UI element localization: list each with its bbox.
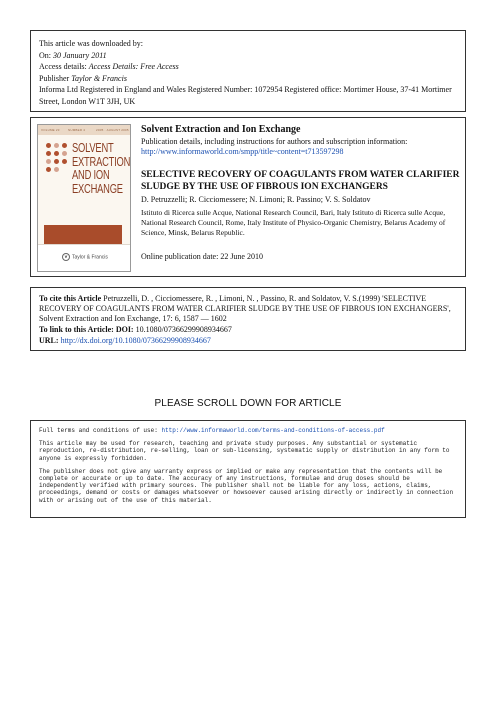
downloaded-by-line: This article was downloaded by: xyxy=(39,39,143,48)
download-date-line: On: 30 January 2011 xyxy=(39,50,107,60)
cover-dot xyxy=(54,159,59,164)
online-publication-date: Online publication date: 22 June 2010 xyxy=(141,252,263,261)
article-url-line: URL: http://dx.doi.org/10.1080/07366299908934667 xyxy=(39,336,211,345)
publisher-line: Publisher Taylor & Francis xyxy=(39,73,127,83)
author-affiliations: Istituto di Ricerca sulle Acque, National Research Council, Bari, Italy Istituto di Ricerca sulle Acque, National Research Council, Rome, Italy Institute of Physico-Organic Chemistry, Belarus Academy of Science, Minsk, Belarus Republic. xyxy=(141,208,446,237)
cover-dot xyxy=(46,159,51,164)
link-to-article: To link to this Article: DOI: 10.1080/07366299908934667 xyxy=(39,325,232,334)
taylor-francis-logo: ❦ Taylor & Francis xyxy=(62,253,108,261)
cover-dot xyxy=(46,143,51,148)
citation-box xyxy=(30,287,466,351)
article-authors: D. Petruzzelli; R. Cicciomessere; N. Limoni; R. Passino; V. S. Soldatov xyxy=(141,195,371,204)
publication-details-text: Publication details, including instructions for authors and subscription information: xyxy=(141,137,408,146)
cover-dot xyxy=(62,143,67,148)
journal-cover-image xyxy=(37,124,131,272)
doi-url-link[interactable]: http://dx.doi.org/10.1080/07366299908934667 xyxy=(60,336,211,345)
article-title: SELECTIVE RECOVERY OF COAGULANTS FROM WATER CLARIFIER SLUDGE BY THE USE OF FIBROUS ION EXCHANGERS xyxy=(141,170,460,192)
access-details-line: Access details: Access Details: Free Access xyxy=(39,62,179,71)
publisher-logo-icon: ❦ xyxy=(62,253,70,261)
cover-dot xyxy=(54,143,59,148)
cover-color-block xyxy=(44,225,122,245)
cover-dot xyxy=(62,151,67,156)
terms-url-link[interactable]: http://www.informaworld.com/terms-and-conditions-of-access.pdf xyxy=(161,427,385,434)
terms-paragraph-usage: This article may be used for research, teaching and private study purposes. Any substantial or systematic reproduction, re-distribution, re-selling, loan or sub-licensing, systematic supply or distribution in any form to anyone is expressly forbidden. xyxy=(39,440,450,462)
cover-dot xyxy=(54,167,59,172)
scroll-down-notice: PLEASE SCROLL DOWN FOR ARTICLE xyxy=(154,398,342,409)
registration-line: Informa Ltd Registered in England and Wales Registered Number: 1072954 Registered office: Mortimer House, 37-41 Mortimer Street, London W1T 3JH, UK xyxy=(39,85,452,106)
journal-details xyxy=(141,125,461,262)
cover-dot xyxy=(54,151,59,156)
terms-box xyxy=(30,420,466,518)
terms-paragraph-warranty: The publisher does not give any warranty express or implied or make any representation that the contents will be complete or accurate or up to date. The accuracy of any instructions, formulae and drug doses should be independently verified with primary sources. The publisher shall not be liable for any loss, actions, claims, proceedings, demand or costs or damages whatsoever or howsoever caused arising directly or indirectly in connection with or arising out of the use of this material. xyxy=(39,467,454,504)
cover-footer xyxy=(38,244,130,271)
journal-name: Solvent Extraction and Ion Exchange xyxy=(141,124,301,135)
cover-title: SOLVENT EXTRACTION AND ION EXCHANGE xyxy=(72,140,131,196)
cover-dot xyxy=(46,151,51,156)
cover-dot xyxy=(62,159,67,164)
download-info-box xyxy=(30,30,466,112)
journal-url-link[interactable]: http://www.informaworld.com/smpp/title~content=t713597298 xyxy=(141,147,344,156)
journal-info-box xyxy=(30,117,466,277)
cite-article: To cite this Article Petruzzelli, D. , Cicciomessere, R. , Limoni, N. , Passino, R. and Soldatov, V. S.(1999) 'SELECTIVE RECOVERY OF COAGULANTS FROM WATER CLARIFIER SLUDGE BY THE USE OF FIBROUS ION EXCHANGERS', Solvent Extraction and Ion Exchange, 17: 6, 1587 — 1602 xyxy=(39,294,451,323)
terms-url-line: Full terms and conditions of use: http://www.informaworld.com/terms-and-conditions-of-access.pdf xyxy=(39,427,385,434)
cover-header-strip: VOLUME 23 NUMBER 4 2005 · AUGUST 2005 xyxy=(38,125,130,135)
cover-dot xyxy=(46,167,51,172)
